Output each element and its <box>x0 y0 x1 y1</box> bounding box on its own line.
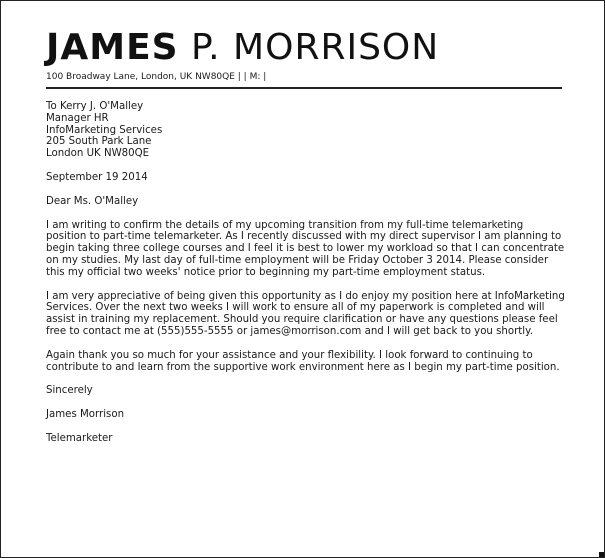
sender-name <box>46 27 566 69</box>
letter <box>46 27 566 445</box>
letter-date: September 19 2014 <box>46 171 148 183</box>
recipient-address <box>46 101 566 160</box>
letter-body <box>46 101 566 445</box>
salutation: Dear Ms. O'Malley <box>46 195 139 207</box>
recipient-line: London UK NW80QE <box>46 148 150 160</box>
signature: James Morrison <box>46 409 125 421</box>
letter-paragraphs <box>46 220 566 374</box>
sender-last-name: P. MORRISON <box>178 27 440 68</box>
closing: Sincerely <box>46 385 93 397</box>
sender-first-name: JAMES <box>46 27 179 68</box>
recipient-line: To Kerry J. O'Malley <box>46 101 144 112</box>
paragraph: I am writing to confirm the details of my upcoming transition from my full-time telemarketing position to part-time telemarketer. As I recently discussed with my direct supervisor I am planning to begin taking three college courses and I feel it is best to lower my workload so that I can concentrate on my studies. My last day of full-time employment will be Friday October 3 2014. Please consider this my official two weeks' notice prior to beginning my part-time employment status. <box>46 219 565 278</box>
paragraph: I am very appreciative of being given this opportunity as I do enjoy my position here at InfoMarketing Services. Over the next two weeks I will work to ensure all of my paperwork is completed and will assist in training my replacement. Should you require clarification or have any questions please feel free to contact me at (555)555-5555 or james@morrison.com and I will get back to you shortly. <box>46 290 565 337</box>
recipient-line: Manager HR <box>46 112 109 124</box>
sender-title: Telemarketer <box>46 432 113 444</box>
recipient-line: 205 South Park Lane <box>46 136 152 148</box>
sender-contact: 100 Broadway Lane, London, UK NW80QE | | M: | <box>46 71 562 89</box>
recipient-line: InfoMarketing Services <box>46 124 163 136</box>
paragraph: Again thank you so much for your assistance and your flexibility. I look forward to continuing to contribute to and learn from the supportive work environment here as I begin my part-time position. <box>46 349 560 373</box>
